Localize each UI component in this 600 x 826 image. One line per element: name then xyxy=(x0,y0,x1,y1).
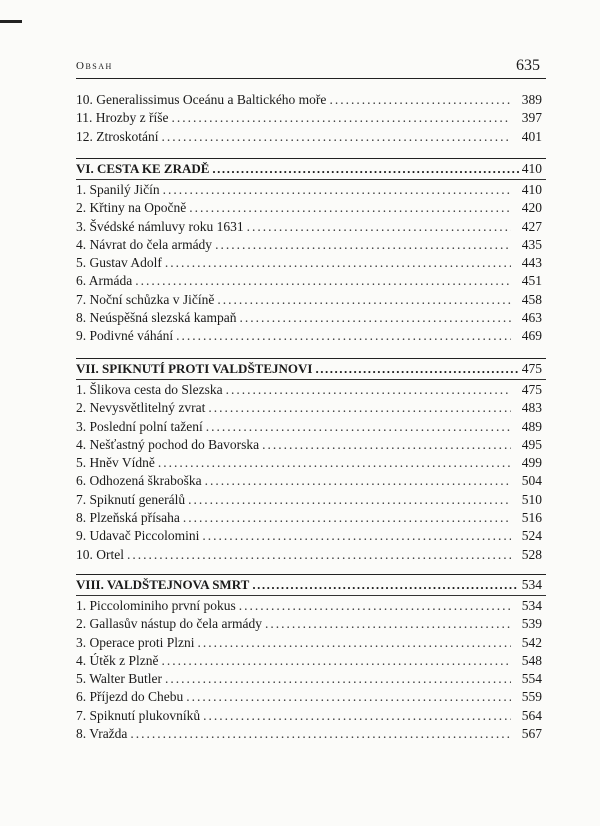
leader-dots xyxy=(315,359,518,379)
toc-entry-title: 9. Udavač Piccolomini xyxy=(76,528,200,544)
leader-dots xyxy=(215,236,511,254)
toc-entry-page: 495 xyxy=(521,436,542,452)
leader-dots xyxy=(329,91,511,109)
toc-entry-page: 458 xyxy=(521,291,542,307)
page-header xyxy=(76,56,546,78)
toc-entry-page: 528 xyxy=(521,546,542,562)
toc-entry-page: 516 xyxy=(521,510,542,526)
toc-entry xyxy=(76,236,546,254)
toc-entry-page: 534 xyxy=(521,598,542,613)
leader-dots xyxy=(186,688,511,706)
toc-entry xyxy=(76,688,546,706)
leader-dots xyxy=(163,181,511,199)
toc-entry-title: 2. Nevysvětlitelný zvrat xyxy=(76,400,206,416)
toc-entry-title: 7. Noční schůzka v Jičíně xyxy=(76,291,215,307)
toc-entry xyxy=(76,218,546,236)
toc-entry-title: 4. Návrat do čela armády xyxy=(76,236,213,252)
toc-entry xyxy=(76,634,546,652)
leader-dots xyxy=(162,128,512,146)
section-page: 475 xyxy=(521,361,542,376)
leader-dots xyxy=(188,491,511,509)
toc-entry xyxy=(76,128,546,146)
section-title: VIII. VALDŠTEJNOVA SMRT xyxy=(76,577,250,592)
toc-entry-title: 3. Švédské námluvy roku 1631 xyxy=(76,218,244,234)
toc-entry-title: 3. Operace proti Plzni xyxy=(76,634,195,650)
toc-entry-page: 397 xyxy=(521,110,542,126)
toc-section-vi xyxy=(76,158,546,346)
toc-entry-page: 504 xyxy=(521,473,542,489)
toc-entry-page: 499 xyxy=(521,455,542,471)
running-head: Obsah xyxy=(76,60,113,72)
leader-dots xyxy=(265,615,511,633)
scan-edge-mark xyxy=(0,20,22,23)
toc-entry-title: 5. Gustav Adolf xyxy=(76,255,162,271)
toc-entry-page: 410 xyxy=(521,182,542,197)
toc-entry-title: 2. Křtiny na Opočně xyxy=(76,200,187,216)
leader-dots xyxy=(135,272,511,290)
toc-entry-page: 539 xyxy=(521,616,542,632)
leader-dots xyxy=(202,527,511,545)
toc-section-vii xyxy=(76,358,546,564)
toc-entry-page: 564 xyxy=(521,707,542,723)
toc-entry xyxy=(76,597,546,615)
leader-dots xyxy=(158,454,511,472)
toc-entry xyxy=(76,725,546,743)
leader-dots xyxy=(212,159,518,179)
toc-entry-title: 12. Ztroskotání xyxy=(76,128,159,144)
toc-entry-page: 435 xyxy=(521,236,542,252)
toc-entry xyxy=(76,472,546,490)
toc-entry-page: 401 xyxy=(521,128,542,144)
toc-entry xyxy=(76,527,546,545)
toc-entry-title: 10. Ortel xyxy=(76,546,124,562)
toc-entry-title: 1. Piccolominiho první pokus xyxy=(76,598,236,613)
toc-entry-title: 7. Spiknutí generálů xyxy=(76,491,186,507)
toc-entry-page: 469 xyxy=(521,328,542,344)
toc-entry-page: 475 xyxy=(521,382,542,397)
section-underline xyxy=(76,379,546,380)
toc-entry-title: 8. Plzeňská přísaha xyxy=(76,510,180,526)
section-heading xyxy=(76,575,546,595)
toc-entry-title: 8. Vražda xyxy=(76,726,128,742)
leader-dots xyxy=(197,634,511,652)
toc-entry xyxy=(76,615,546,633)
toc-entry xyxy=(76,291,546,309)
leader-dots xyxy=(205,472,511,490)
toc-entry xyxy=(76,254,546,272)
toc-entry-page: 554 xyxy=(521,671,542,687)
leader-dots xyxy=(171,109,511,127)
leader-dots xyxy=(208,399,511,417)
leader-dots xyxy=(165,670,511,688)
toc-entry-title: 6. Odhozená škraboška xyxy=(76,473,202,489)
toc-entry-page: 389 xyxy=(521,92,542,107)
section-page: 534 xyxy=(521,577,542,592)
toc-entry-page: 420 xyxy=(521,200,542,216)
toc-entry xyxy=(76,327,546,345)
leader-dots xyxy=(183,509,511,527)
page-number: 635 xyxy=(516,57,540,74)
toc-entry-page: 510 xyxy=(521,491,542,507)
toc-entry xyxy=(76,399,546,417)
section-underline xyxy=(76,595,546,596)
leader-dots xyxy=(247,218,511,236)
toc-entry-title: 3. Poslední polní tažení xyxy=(76,418,203,434)
toc-entry xyxy=(76,707,546,725)
toc-entry xyxy=(76,381,546,399)
toc-entry-title: 4. Útěk z Plzně xyxy=(76,652,159,668)
section-underline xyxy=(76,179,546,180)
toc-entry xyxy=(76,272,546,290)
leader-dots xyxy=(176,327,511,345)
toc-entry-title: 6. Příjezd do Chebu xyxy=(76,689,184,705)
leader-dots xyxy=(127,546,511,564)
toc-entry xyxy=(76,436,546,454)
toc-entry-title: 6. Armáda xyxy=(76,273,133,289)
toc-entry-page: 567 xyxy=(521,726,542,742)
leader-dots xyxy=(165,254,511,272)
toc-entry-page: 443 xyxy=(521,255,542,271)
toc-entry xyxy=(76,309,546,327)
toc-entry-title: 10. Generalissimus Oceánu a Baltického moře xyxy=(76,92,327,107)
toc-entry-title: 7. Spiknutí plukovníků xyxy=(76,707,201,723)
leader-dots xyxy=(217,291,511,309)
toc-entry xyxy=(76,670,546,688)
toc-entry-title: 4. Nešťastný pochod do Bavorska xyxy=(76,436,260,452)
toc-entry xyxy=(76,509,546,527)
leader-dots xyxy=(239,597,511,615)
leader-dots xyxy=(252,575,518,595)
toc-entry-page: 489 xyxy=(521,418,542,434)
toc-entry xyxy=(76,418,546,436)
toc-entry-page: 542 xyxy=(521,634,542,650)
leader-dots xyxy=(189,199,511,217)
toc-entry-page: 483 xyxy=(521,400,542,416)
leader-dots xyxy=(130,725,511,743)
toc-entry xyxy=(76,652,546,670)
toc-entry-title: 5. Hněv Vídně xyxy=(76,455,155,471)
toc-entry-title: 8. Neúspěšná slezská kampaň xyxy=(76,310,237,326)
toc-entry-page: 463 xyxy=(521,310,542,326)
toc-entry-page: 524 xyxy=(521,528,542,544)
toc-entry-title: 1. Šlikova cesta do Slezska xyxy=(76,382,223,397)
leader-dots xyxy=(262,436,511,454)
leader-dots xyxy=(206,418,511,436)
section-title: VI. CESTA KE ZRADĚ xyxy=(76,161,210,176)
toc-entry xyxy=(76,91,546,109)
toc-entry-title: 1. Spanilý Jičín xyxy=(76,182,160,197)
toc-intro-list xyxy=(76,91,546,146)
toc-entry-title: 9. Podivné váhání xyxy=(76,328,174,344)
section-heading xyxy=(76,159,546,179)
toc-entry-page: 559 xyxy=(521,689,542,705)
toc-entry xyxy=(76,491,546,509)
toc-entry xyxy=(76,199,546,217)
section-heading xyxy=(76,359,546,379)
toc-entry-page: 427 xyxy=(521,218,542,234)
toc-entry-title: 5. Walter Butler xyxy=(76,671,163,687)
toc-entry-page: 548 xyxy=(521,652,542,668)
toc-entry-title: 2. Gallasův nástup do čela armády xyxy=(76,616,262,632)
toc-entry-page: 451 xyxy=(521,273,542,289)
leader-dots xyxy=(203,707,511,725)
toc-entry xyxy=(76,546,546,564)
toc-entry-title: 11. Hrozby z říše xyxy=(76,110,169,126)
leader-dots xyxy=(239,309,511,327)
leader-dots xyxy=(161,652,511,670)
toc-entry xyxy=(76,181,546,199)
toc-entry xyxy=(76,454,546,472)
toc-entry xyxy=(76,109,546,127)
section-page: 410 xyxy=(521,161,542,176)
header-rule xyxy=(76,78,546,79)
leader-dots xyxy=(226,381,511,399)
toc-section-viii xyxy=(76,574,546,743)
section-title: VII. SPIKNUTÍ PROTI VALDŠTEJNOVI xyxy=(76,361,313,376)
